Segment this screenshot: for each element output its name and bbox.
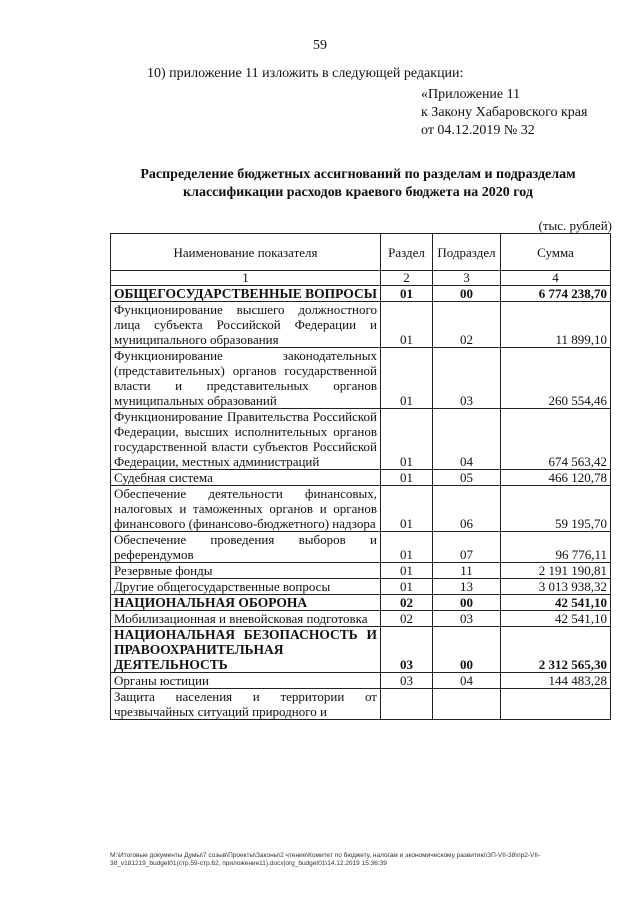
table-row bbox=[111, 579, 611, 595]
units-label: (тыс. рублей) bbox=[538, 218, 612, 233]
row-name-cell: Органы юстиции bbox=[111, 673, 381, 689]
row-razdel-cell: 01 bbox=[381, 409, 433, 470]
row-razdel-cell bbox=[381, 689, 433, 720]
index-cell: 2 bbox=[381, 271, 433, 286]
title-line-1: Распределение бюджетных ассигнований по разделам и подразделам bbox=[140, 167, 576, 182]
annex-line-1: «Приложение 11 bbox=[421, 87, 521, 102]
row-name-cell: НАЦИОНАЛЬНАЯ БЕЗОПАСНОСТЬ И ПРАВООХРАНИТЕЛЬНАЯ ДЕЯТЕЛЬНОСТЬ bbox=[111, 627, 381, 673]
row-podrazdel-cell: 05 bbox=[433, 470, 501, 486]
row-razdel-cell: 01 bbox=[381, 470, 433, 486]
index-cell: 3 bbox=[433, 271, 501, 286]
table-row bbox=[111, 409, 611, 470]
index-cell: 4 bbox=[501, 271, 611, 286]
row-name-cell: Судебная система bbox=[111, 470, 381, 486]
table-row bbox=[111, 689, 611, 720]
table-row bbox=[111, 673, 611, 689]
row-name-cell: ОБЩЕГОСУДАРСТВЕННЫЕ ВОПРОСЫ bbox=[111, 286, 381, 302]
row-sum-cell: 466 120,78 bbox=[501, 470, 611, 486]
header-sum: Сумма bbox=[501, 234, 611, 271]
row-sum-cell: 2 312 565,30 bbox=[501, 627, 611, 673]
row-razdel-cell: 03 bbox=[381, 673, 433, 689]
title-line-2: классификации расходов краевого бюджета на 2020 год bbox=[183, 185, 533, 200]
row-podrazdel-cell: 02 bbox=[433, 302, 501, 348]
document-title bbox=[108, 166, 608, 202]
row-podrazdel-cell: 13 bbox=[433, 579, 501, 595]
row-sum-cell: 42 541,10 bbox=[501, 595, 611, 611]
row-razdel-cell: 01 bbox=[381, 579, 433, 595]
intro-text: 10) приложение 11 изложить в следующей редакции: bbox=[147, 66, 464, 81]
budget-table bbox=[110, 233, 611, 720]
table-row bbox=[111, 595, 611, 611]
header-podrazdel: Подраздел bbox=[433, 234, 501, 271]
row-razdel-cell: 01 bbox=[381, 302, 433, 348]
row-name-cell: Функционирование законодательных (представительных) органов государственной власти и представительных органов муниципальных образований bbox=[111, 348, 381, 409]
table-row bbox=[111, 627, 611, 673]
row-name-cell: Другие общегосударственные вопросы bbox=[111, 579, 381, 595]
row-sum-cell: 674 563,42 bbox=[501, 409, 611, 470]
table-row bbox=[111, 611, 611, 627]
row-sum-cell: 2 191 190,81 bbox=[501, 563, 611, 579]
row-sum-cell: 260 554,46 bbox=[501, 348, 611, 409]
row-razdel-cell: 02 bbox=[381, 611, 433, 627]
annex-line-3: от 04.12.2019 № 32 bbox=[421, 123, 535, 138]
file-path-footer: М:\Итоговые документы Думы\7 созыв\Проекты\Законы\2 чтение\Комитет по бюджету, налогам и экономическому развитию\ЗП-VII-38\пр2-VII-38_v181219_budget01(стр.59-стр.62, приложение11).docx|org_budget01\14.12.2019 15:36:39 bbox=[110, 852, 541, 867]
row-razdel-cell: 01 bbox=[381, 486, 433, 532]
table-body bbox=[111, 286, 611, 720]
row-razdel-cell: 01 bbox=[381, 563, 433, 579]
row-razdel-cell: 01 bbox=[381, 286, 433, 302]
row-razdel-cell: 03 bbox=[381, 627, 433, 673]
table-row bbox=[111, 286, 611, 302]
table-row bbox=[111, 563, 611, 579]
row-name-cell: Функционирование Правительства Российской Федерации, высших исполнительных органов государственной власти субъектов Российской Федерации, местных администраций bbox=[111, 409, 381, 470]
row-podrazdel-cell: 04 bbox=[433, 673, 501, 689]
row-razdel-cell: 01 bbox=[381, 348, 433, 409]
row-podrazdel-cell: 00 bbox=[433, 595, 501, 611]
table-row bbox=[111, 348, 611, 409]
index-cell: 1 bbox=[111, 271, 381, 286]
row-name-cell: Обеспечение проведения выборов и референдумов bbox=[111, 532, 381, 563]
row-name-cell: Защита населения и территории от чрезвычайных ситуаций природного и bbox=[111, 689, 381, 720]
table-index-row bbox=[111, 271, 611, 286]
row-sum-cell: 42 541,10 bbox=[501, 611, 611, 627]
row-podrazdel-cell: 07 bbox=[433, 532, 501, 563]
row-podrazdel-cell: 03 bbox=[433, 348, 501, 409]
header-name: Наименование показателя bbox=[111, 234, 381, 271]
table-row bbox=[111, 532, 611, 563]
row-name-cell: НАЦИОНАЛЬНАЯ ОБОРОНА bbox=[111, 595, 381, 611]
page-number: 59 bbox=[313, 38, 327, 53]
table-row bbox=[111, 486, 611, 532]
row-sum-cell bbox=[501, 689, 611, 720]
row-podrazdel-cell bbox=[433, 689, 501, 720]
row-podrazdel-cell: 04 bbox=[433, 409, 501, 470]
row-sum-cell: 144 483,28 bbox=[501, 673, 611, 689]
header-razdel: Раздел bbox=[381, 234, 433, 271]
annex-reference bbox=[421, 86, 587, 140]
row-podrazdel-cell: 00 bbox=[433, 286, 501, 302]
row-sum-cell: 6 774 238,70 bbox=[501, 286, 611, 302]
row-sum-cell: 96 776,11 bbox=[501, 532, 611, 563]
row-name-cell: Обеспечение деятельности финансовых, налоговых и таможенных органов и органов финансового (финансово-бюджетного) надзора bbox=[111, 486, 381, 532]
row-name-cell: Функционирование высшего должностного лица субъекта Российской Федерации и муниципального образования bbox=[111, 302, 381, 348]
table-header-row bbox=[111, 234, 611, 271]
row-podrazdel-cell: 11 bbox=[433, 563, 501, 579]
row-sum-cell: 3 013 938,32 bbox=[501, 579, 611, 595]
row-razdel-cell: 02 bbox=[381, 595, 433, 611]
table-row bbox=[111, 470, 611, 486]
row-name-cell: Резервные фонды bbox=[111, 563, 381, 579]
row-podrazdel-cell: 03 bbox=[433, 611, 501, 627]
table-row bbox=[111, 302, 611, 348]
row-podrazdel-cell: 00 bbox=[433, 627, 501, 673]
row-podrazdel-cell: 06 bbox=[433, 486, 501, 532]
annex-line-2: к Закону Хабаровского края bbox=[421, 105, 588, 120]
row-name-cell: Мобилизационная и вневойсковая подготовка bbox=[111, 611, 381, 627]
row-sum-cell: 11 899,10 bbox=[501, 302, 611, 348]
row-razdel-cell: 01 bbox=[381, 532, 433, 563]
row-sum-cell: 59 195,70 bbox=[501, 486, 611, 532]
